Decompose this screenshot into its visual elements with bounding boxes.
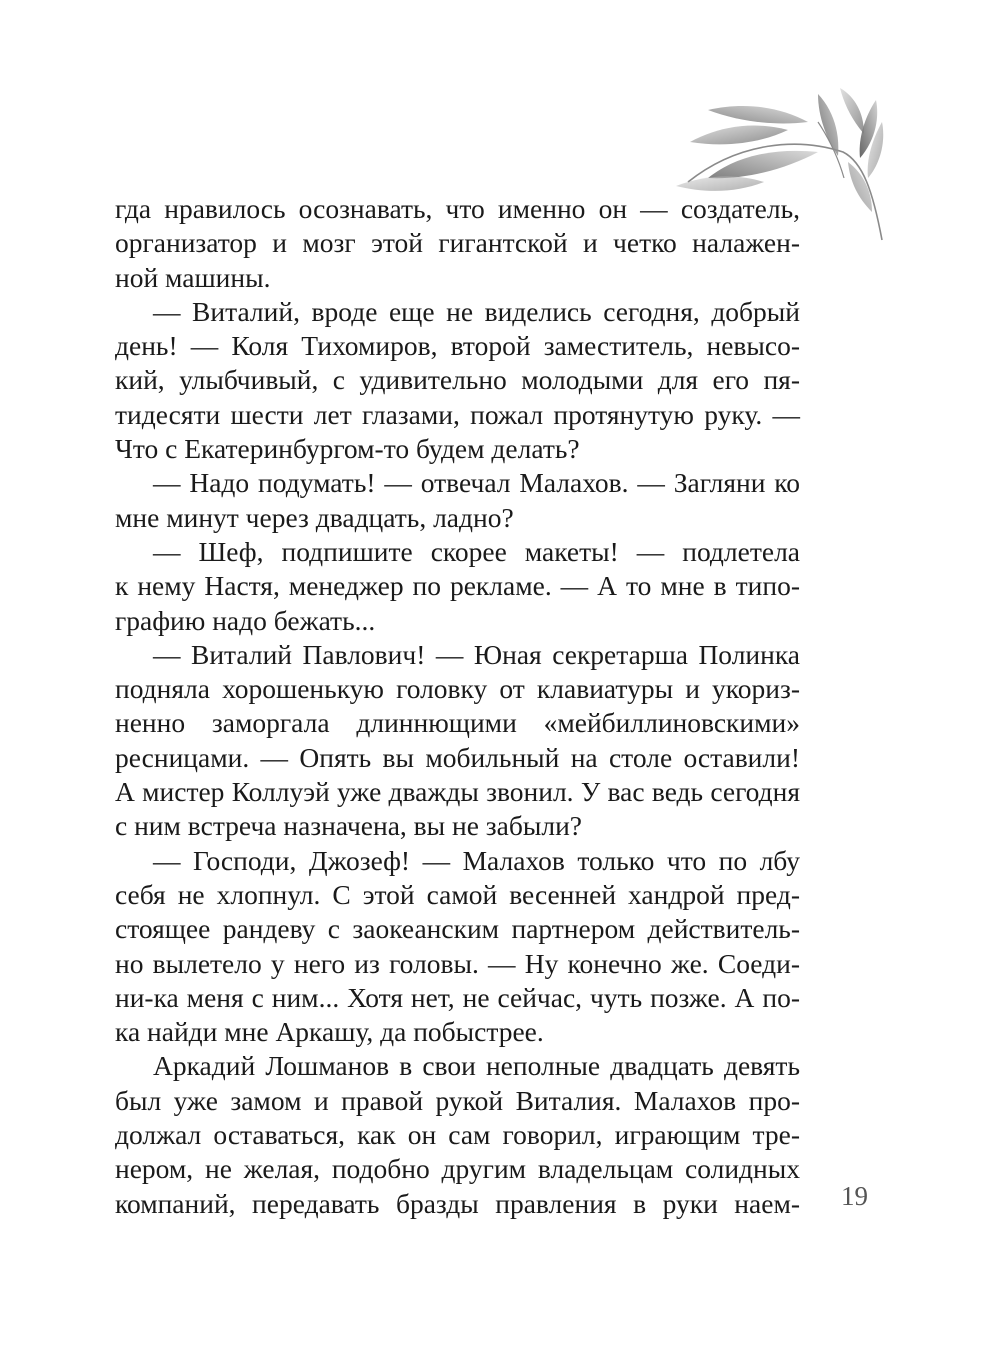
text-line: — Виталий Павлович! — Юная секретарша Полинка (153, 638, 800, 670)
page-number: 19 (841, 1181, 868, 1211)
text-line: — Господи, Джозеф! — Малахов только что по лбу (153, 844, 800, 876)
text-line: ной машины. (115, 261, 271, 293)
text-line: нером, не желая, подобно другим владельцам солидных (115, 1153, 800, 1185)
text-line: — Шеф, подпишите скорее макеты! — подлетела (153, 535, 800, 567)
text-line: компаний, передавать бразды правления в руки наем- (115, 1187, 800, 1219)
text-line: ка найди мне Аркашу, да побыстрее. (115, 1016, 544, 1048)
text-line: стоящее рандеву с заокеанским партнером действитель- (115, 913, 800, 945)
text-line: ни-ка меня с ним... Хотя нет, не сейчас, чуть позже. А по- (115, 981, 800, 1013)
text-line: организатор и мозг этой гигантской и четко налажен- (115, 227, 800, 259)
text-line: был уже замом и правой рукой Виталия. Малахов про- (115, 1084, 800, 1116)
text-line: должал оставаться, как он сам говорил, играющим тре- (115, 1119, 800, 1151)
text-line: ресницами. — Опять вы мобильный на столе оставили! (115, 741, 800, 773)
text-line: кий, улыбчивый, с удивительно молодыми для его пя- (115, 364, 800, 396)
text-line: А мистер Коллуэй уже дважды звонил. У вас ведь сегодня (115, 776, 800, 808)
text-line: Что с Екатеринбургом-то будем делать? (115, 433, 580, 465)
text-line: гда нравилось осознавать, что именно он — создатель, (115, 193, 800, 224)
text-line: — Виталий, вроде еще не виделись сегодня, добрый (153, 295, 800, 327)
text-line: день! — Коля Тихомиров, второй заместитель, невысо- (115, 330, 800, 362)
text-line: — Надо подумать! — отвечал Малахов. — Загляни ко (153, 467, 800, 499)
text-line: подняла хорошенькую головку от клавиатуры и укориз- (115, 673, 800, 705)
text-line: Аркадий Лошманов в свои неполные двадцать девять (153, 1050, 800, 1082)
text-line: мне минут через двадцать, ладно? (115, 501, 514, 533)
text-line: графию надо бежать... (115, 604, 376, 636)
text-line: с ним встреча назначена, вы не забыли? (115, 810, 582, 842)
text-line: тидесяти шести лет глазами, пожал протянутую руку. — (115, 398, 800, 430)
text-line: ненно заморгала длиннющими «мейбиллиновскими» (115, 707, 800, 739)
text-line: себя не хлопнул. С этой самой весенней хандрой пред- (115, 878, 800, 910)
text-line: к нему Настя, менеджер по рекламе. — А то мне в типо- (115, 570, 800, 602)
body-text (115, 192, 800, 1221)
text-line: но вылетело у него из головы. — Ну конечно же. Соеди- (115, 947, 800, 979)
